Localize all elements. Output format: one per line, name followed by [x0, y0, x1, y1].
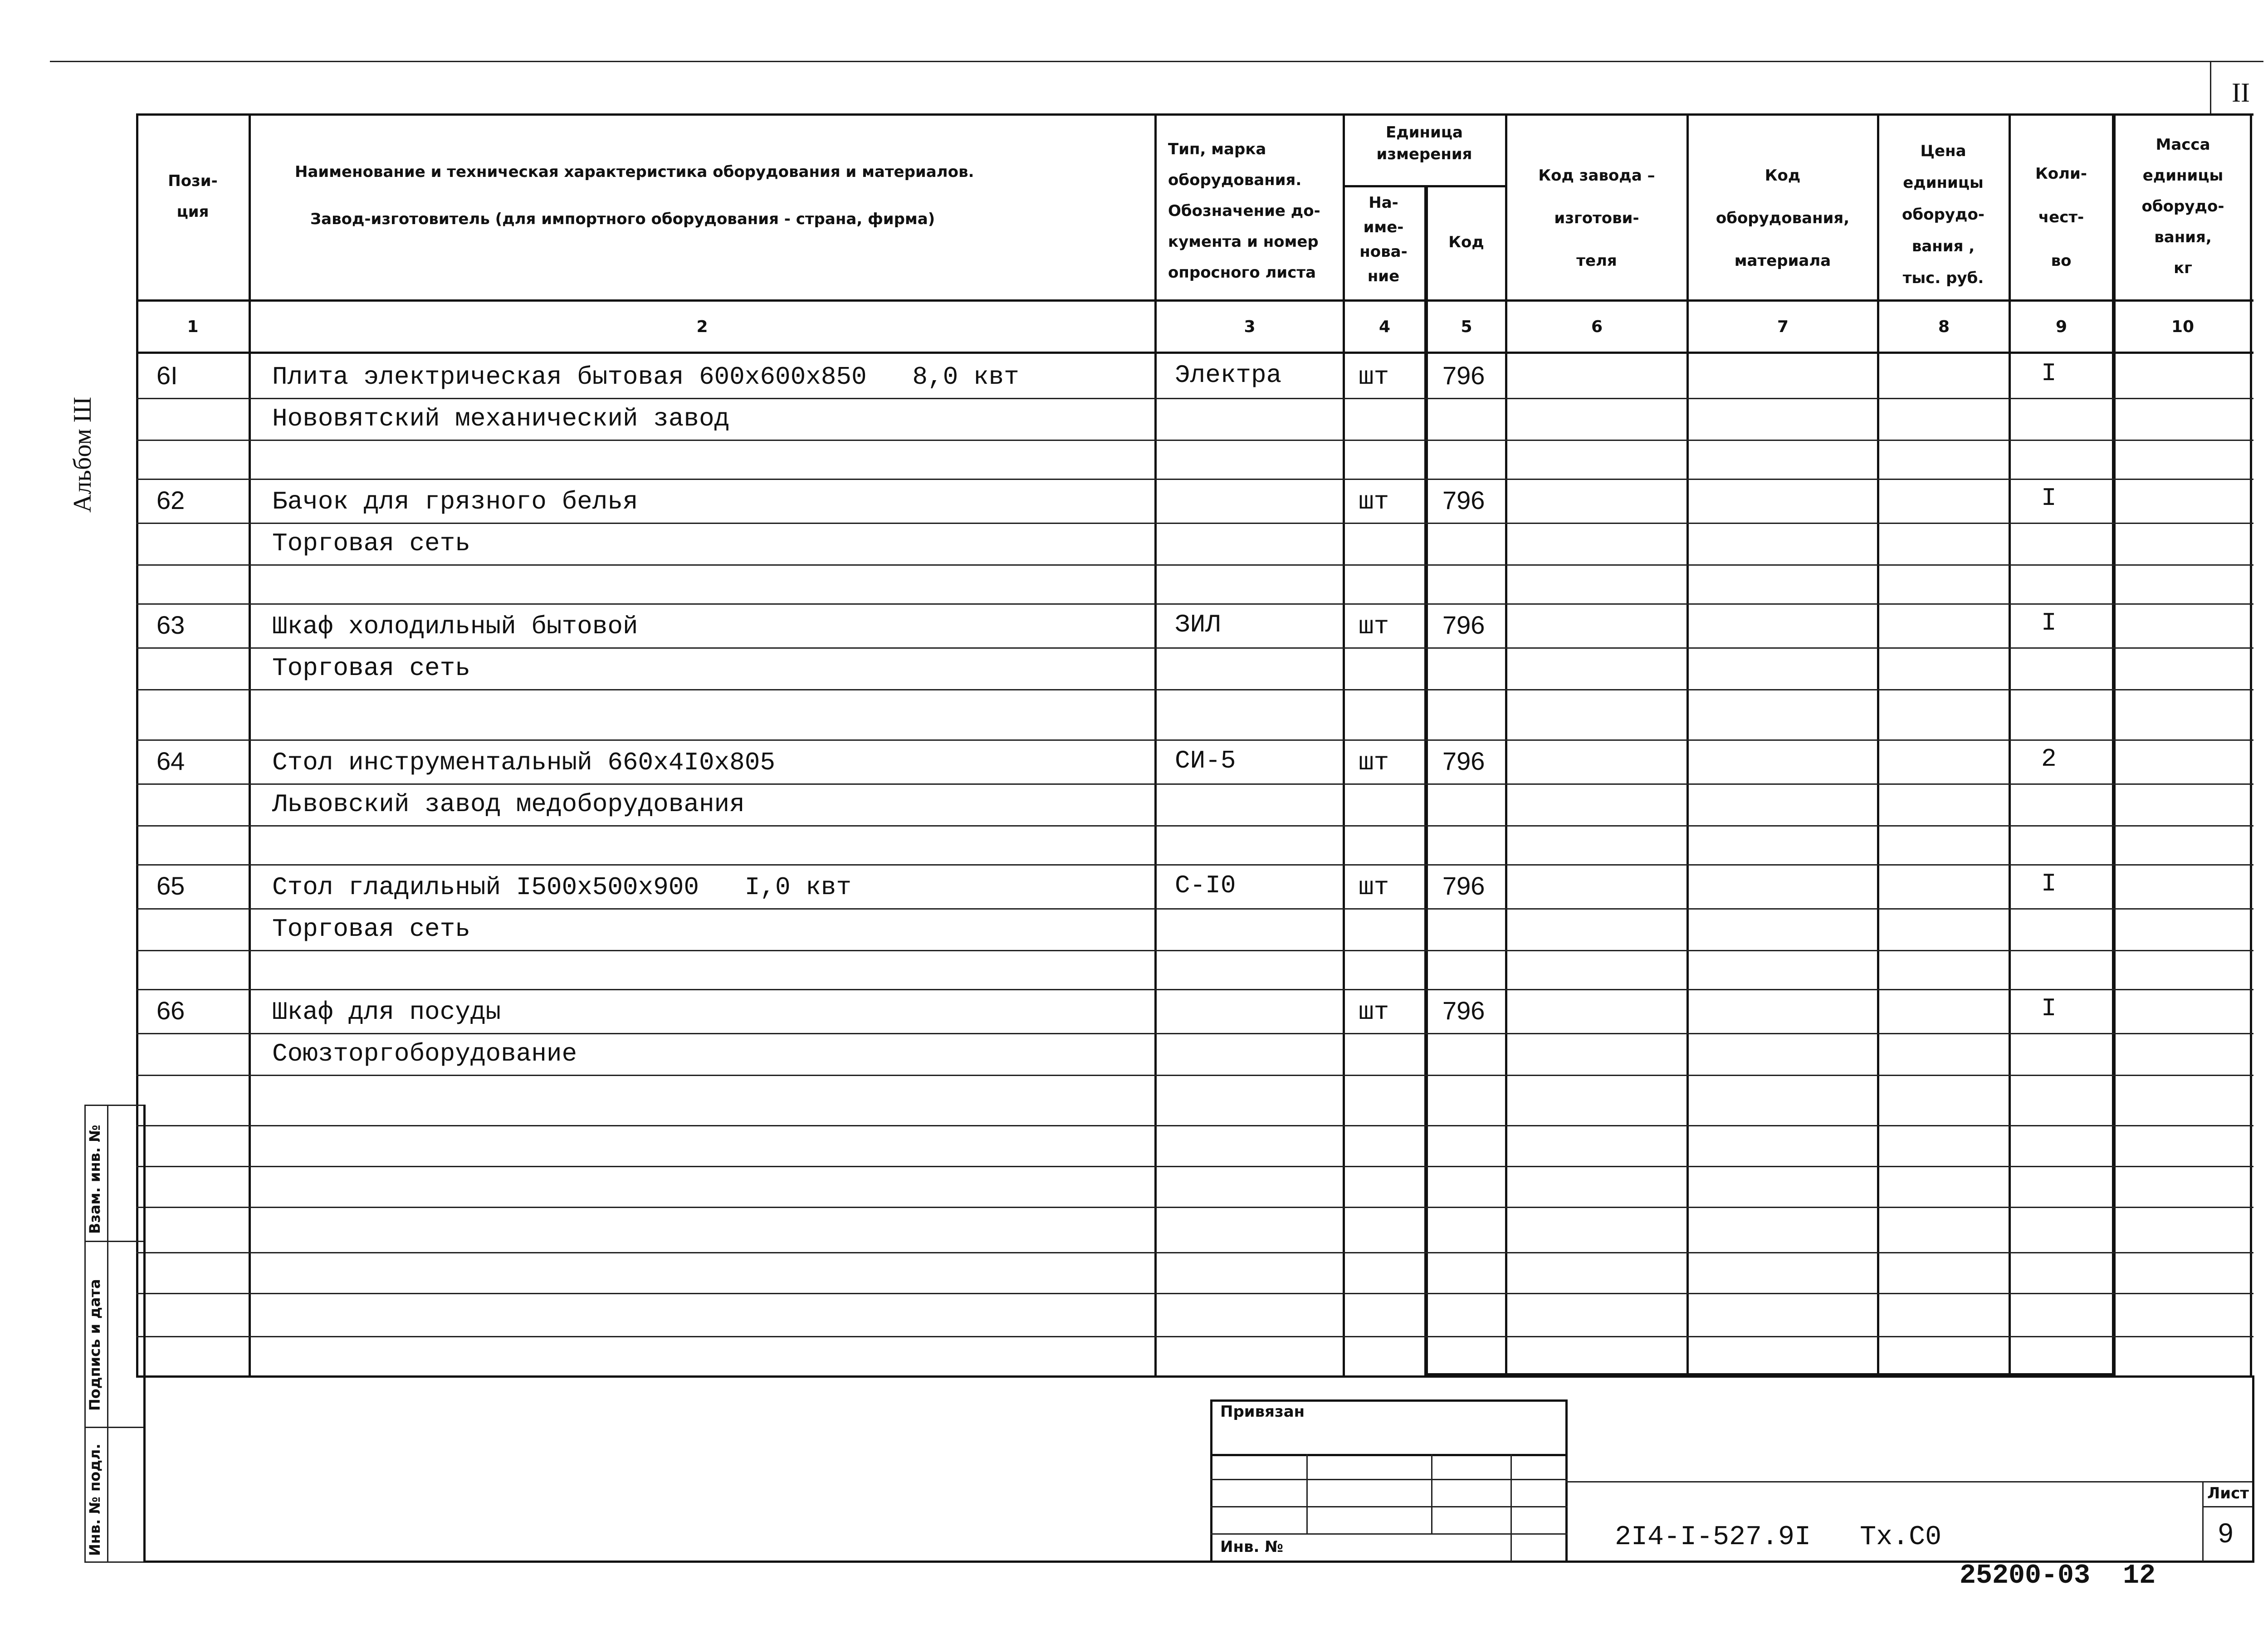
row-block-divider — [136, 864, 2253, 866]
row-name: Шкаф для посуды — [272, 998, 501, 1027]
row-maker: Союзторгоборудование — [272, 1039, 577, 1068]
empty-row-line — [136, 1293, 2253, 1294]
row-unit-code: 796 — [1442, 361, 1485, 390]
row-unit-code: 796 — [1442, 747, 1485, 775]
row-divider — [136, 825, 2253, 827]
row-position: 65 — [156, 871, 185, 900]
row-unit: шт — [1359, 487, 1389, 516]
sheet-number: 9 — [2218, 1518, 2234, 1548]
row-name: Стол гладильный I500х500х900 I,0 квт — [272, 873, 852, 902]
attach-row-4 — [1210, 1533, 1568, 1535]
header-bottom — [136, 299, 2253, 302]
column-number: 10 — [2171, 318, 2195, 336]
vline-3 — [1343, 113, 1345, 1377]
row-divider — [136, 564, 2253, 566]
table-top — [136, 113, 2253, 116]
row-maker: Нововятский механический завод — [272, 404, 730, 433]
column-number: 9 — [2055, 318, 2068, 336]
row-position: 66 — [156, 996, 185, 1025]
colnum-bottom — [136, 352, 2253, 354]
row-type: С-I0 — [1175, 871, 1236, 900]
row-divider — [136, 1033, 2253, 1034]
empty-row-line — [136, 1336, 2253, 1337]
row-name: Стол инструментальный 660х4I0х805 — [272, 748, 775, 777]
vline-8 — [2009, 113, 2011, 1377]
column-number: 5 — [1461, 318, 1472, 336]
attached-label: Привязан — [1220, 1403, 1305, 1421]
frame-right — [2252, 1375, 2254, 1561]
row-unit: шт — [1359, 748, 1389, 777]
row-quantity: I — [2041, 869, 2057, 898]
row-block-divider — [136, 739, 2253, 741]
row-unit-code: 796 — [1442, 996, 1485, 1025]
thick-frame-bottom — [1424, 1373, 2116, 1377]
margin-div-2 — [84, 1427, 143, 1428]
row-unit-code: 796 — [1442, 871, 1485, 900]
row-unit: шт — [1359, 362, 1389, 391]
attach-row-2 — [1210, 1479, 1568, 1480]
column-number: 4 — [1378, 318, 1391, 336]
row-quantity: I — [2041, 608, 2057, 637]
row-divider — [136, 647, 2253, 649]
vline-2 — [1154, 113, 1157, 1377]
sheet-label: Лист — [2207, 1484, 2249, 1502]
unit-group-divider — [1343, 185, 1506, 187]
attach-col-1 — [1306, 1454, 1308, 1533]
top-rule — [50, 61, 2263, 62]
row-quantity: I — [2041, 994, 2057, 1023]
row-position: 63 — [156, 611, 185, 639]
row-quantity: I — [2041, 484, 2057, 513]
vline-1 — [249, 113, 251, 1377]
row-name: Шкаф холодильный бытовой — [272, 612, 638, 641]
attach-col-2 — [1431, 1454, 1432, 1533]
row-divider — [136, 440, 2253, 441]
corner-box-left — [2210, 61, 2211, 115]
column-number: 2 — [696, 318, 708, 336]
row-divider — [136, 523, 2253, 524]
album-label: Альбом Ш — [68, 396, 97, 513]
attach-row-3 — [1210, 1506, 1568, 1507]
row-block-divider — [136, 989, 2253, 990]
row-unit-code: 796 — [1442, 611, 1485, 639]
sheet-box-divider — [2202, 1506, 2252, 1507]
margin-label-replaced-inv: Взам. инв. № — [86, 1125, 103, 1234]
row-unit: шт — [1359, 873, 1389, 902]
vline-5 — [1505, 113, 1507, 1377]
header-name: Наименование и техническая характеристика оборудования и материалов. Завод-изготовитель (для импортного оборудования - страна, фирма) — [295, 163, 974, 228]
header-factory-code: Код завода – изготови- теля — [1538, 166, 1655, 270]
margin-div-1 — [84, 1241, 143, 1242]
margin-top — [84, 1105, 143, 1106]
empty-row-line — [136, 1207, 2253, 1208]
row-position: 6I — [156, 361, 178, 390]
header-price: Цена единицы оборудо- вания , тыс. руб. — [1902, 142, 1984, 287]
margin-field-1 — [107, 1105, 108, 1563]
vline-left — [136, 113, 138, 1377]
column-number: 8 — [1938, 318, 1950, 336]
row-maker: Львовский завод медоборудования — [272, 790, 745, 819]
row-maker: Торговая сеть — [272, 915, 470, 944]
row-quantity: 2 — [2041, 744, 2057, 773]
margin-bottom — [84, 1561, 143, 1563]
title-block-top — [1565, 1481, 2252, 1482]
row-unit-code: 796 — [1442, 486, 1485, 514]
archive-number: 25200-03 12 — [1960, 1561, 2156, 1591]
attach-box-top — [1210, 1399, 1568, 1402]
row-divider — [136, 783, 2253, 785]
empty-row-line — [136, 1166, 2253, 1167]
sheet-corner-number: II — [2232, 78, 2250, 108]
header-quantity: Коли- чест- во — [2035, 165, 2087, 270]
vline-7 — [1877, 113, 1879, 1377]
row-position: 62 — [156, 486, 185, 514]
row-quantity: I — [2041, 359, 2057, 388]
row-divider — [136, 1075, 2253, 1076]
header-type: Тип, марка оборудования. Обозначение до- кумента и номер опросного листа — [1168, 140, 1320, 282]
row-name: Бачок для грязного белья — [272, 487, 638, 516]
row-unit: шт — [1359, 998, 1389, 1027]
row-type: Электра — [1175, 361, 1282, 390]
row-position: 64 — [156, 747, 185, 775]
margin-outer — [84, 1105, 86, 1563]
attach-box-right — [1565, 1399, 1568, 1561]
row-block-divider — [136, 479, 2253, 480]
empty-row-line — [136, 1125, 2253, 1126]
vline-6 — [1686, 113, 1689, 1377]
row-block-divider — [136, 603, 2253, 605]
column-number: 3 — [1244, 318, 1256, 336]
vline-right — [2250, 113, 2252, 1377]
row-type: СИ-5 — [1175, 746, 1236, 775]
inv-label: Инв. № — [1220, 1538, 1284, 1556]
column-number: 6 — [1591, 318, 1603, 336]
attach-row-1 — [1210, 1454, 1568, 1456]
frame-bottom — [143, 1561, 2254, 1563]
row-maker: Торговая сеть — [272, 529, 470, 558]
vline-9 — [2112, 113, 2116, 1377]
vline-4 — [1424, 185, 1428, 1377]
row-unit: шт — [1359, 612, 1389, 641]
row-name: Плита электрическая бытовая 600х600х850 8,0 квт — [272, 362, 1019, 391]
empty-row-line — [136, 1252, 2253, 1253]
header-unit-name: На- име- нова- ние — [1359, 194, 1408, 285]
document-code: 2I4-I-527.9I Тх.С0 — [1615, 1522, 1942, 1553]
row-maker: Торговая сеть — [272, 654, 470, 683]
column-number: 1 — [187, 318, 199, 336]
margin-label-original-inv: Инв. № подл. — [86, 1443, 103, 1556]
header-equip-code: Код оборудования, материала — [1716, 166, 1850, 270]
margin-label-signature-date: Подпись и дата — [86, 1279, 103, 1411]
header-unit-group: Единица измерения — [1376, 123, 1472, 163]
row-divider — [136, 398, 2253, 399]
header-unit-code: Код — [1448, 233, 1484, 251]
row-type: ЗИЛ — [1175, 610, 1221, 639]
attach-box-left — [1210, 1399, 1212, 1561]
margin-inner — [143, 1105, 146, 1563]
sheet-box-left — [2202, 1481, 2204, 1561]
header-position: Пози- ция — [168, 172, 218, 221]
row-divider — [136, 908, 2253, 910]
attach-col-3 — [1510, 1454, 1512, 1561]
header-mass: Масса единицы оборудо- вания, кг — [2141, 136, 2224, 277]
column-number: 7 — [1777, 318, 1789, 336]
row-divider — [136, 689, 2253, 690]
row-divider — [136, 950, 2253, 951]
